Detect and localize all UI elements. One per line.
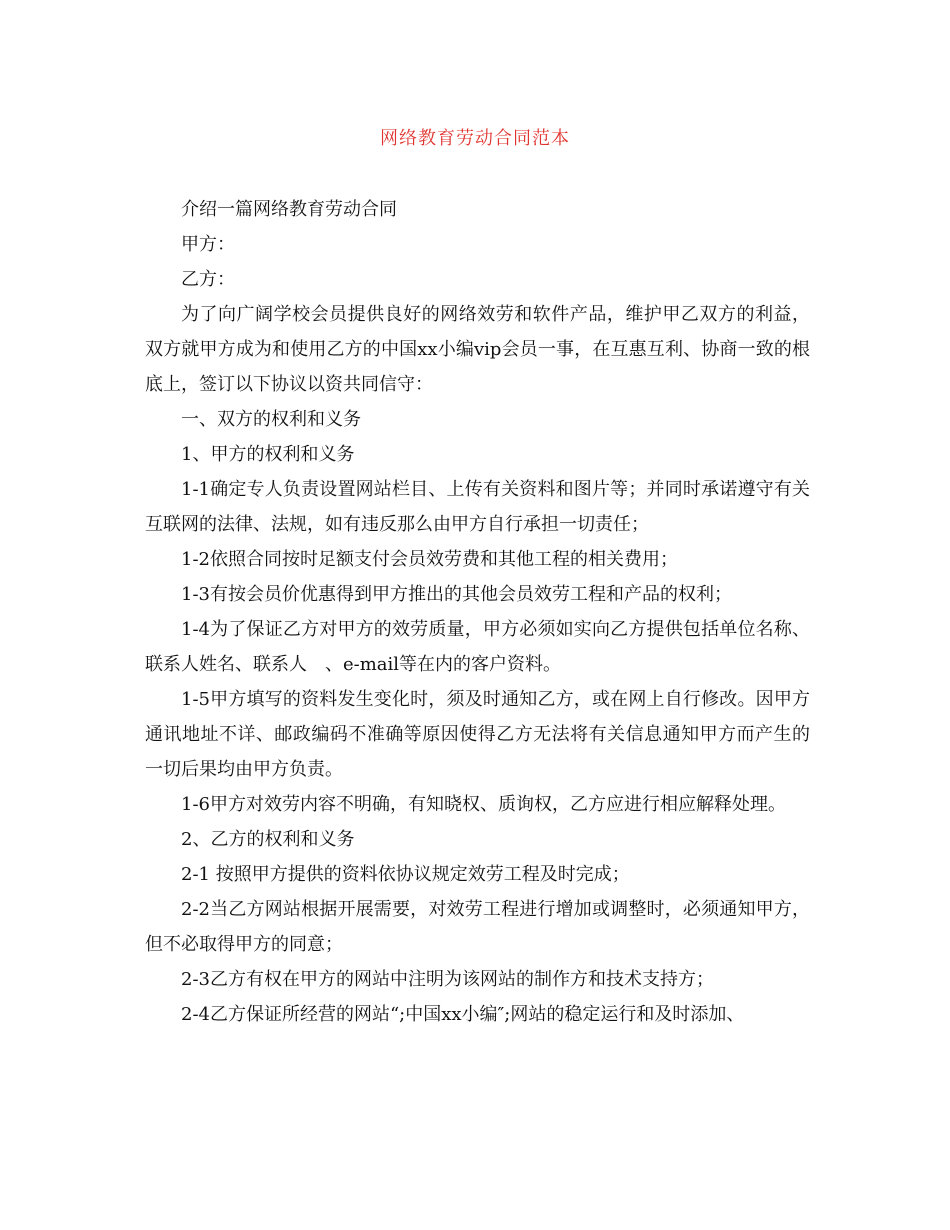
clause-2-4: 2-4乙方保证所经营的网站“;中国xx小编″;网站的稳定运行和及时添加、 bbox=[181, 1004, 745, 1025]
clause-2-1: 2-1 按照甲方提供的资料依协议规定效劳工程及时完成； bbox=[181, 864, 630, 885]
clause-1-1: 1-1确定专人负责设置网站栏目、上传有关资料和图片等；并同时承诺遵守有关互联网的法律、法规，如有违反那么由甲方自行承担一切责任； bbox=[145, 479, 810, 535]
clause-2-2: 2-2当乙方网站根据开展需要，对效劳工程进行增加或调整时，必须通知甲方，但不必取得甲方的同意； bbox=[145, 899, 810, 955]
clause-1-4: 1-4为了保证乙方对甲方的效劳质量，甲方必须如实向乙方提供包括单位名称、联系人姓名、联系人 、e-mail等在内的客户资料。 bbox=[145, 619, 810, 675]
paragraph-intro: 介绍一篇网络教育劳动合同 bbox=[181, 199, 397, 220]
paragraph-party-b: 乙方： bbox=[181, 269, 235, 290]
clause-1-5: 1-5甲方填写的资料发生变化时，须及时通知乙方，或在网上自行修改。因甲方通讯地址不详、邮政编码不准确等原因使得乙方无法将有关信息通知甲方而产生的一切后果均由甲方负责。 bbox=[145, 689, 810, 780]
paragraph-preamble: 为了向广阔学校会员提供良好的网络效劳和软件产品，维护甲乙双方的利益，双方就甲方成为和使用乙方的中国xx小编vip会员一事，在互惠互利、协商一致的根底上，签订以下协议以资共同信守： bbox=[145, 304, 810, 395]
subsection-heading-party-b: 2、乙方的权利和义务 bbox=[181, 829, 355, 850]
clause-2-3: 2-3乙方有权在甲方的网站中注明为该网站的制作方和技术支持方； bbox=[181, 969, 714, 990]
clause-1-6: 1-6甲方对效劳内容不明确，有知晓权、质询权，乙方应进行相应解释处理。 bbox=[181, 794, 786, 815]
document-title: 网络教育劳动合同范本 bbox=[380, 128, 570, 149]
section-heading-rights: 一、双方的权利和义务 bbox=[181, 409, 361, 430]
paragraph-party-a: 甲方： bbox=[181, 234, 235, 255]
subsection-heading-party-a: 1、甲方的权利和义务 bbox=[181, 444, 355, 465]
clause-1-2: 1-2依照合同按时足额支付会员效劳费和其他工程的相关费用； bbox=[181, 549, 678, 570]
document-body bbox=[145, 192, 810, 1032]
clause-1-3: 1-3有按会员价优惠得到甲方推出的其他会员效劳工程和产品的权利； bbox=[181, 584, 732, 605]
